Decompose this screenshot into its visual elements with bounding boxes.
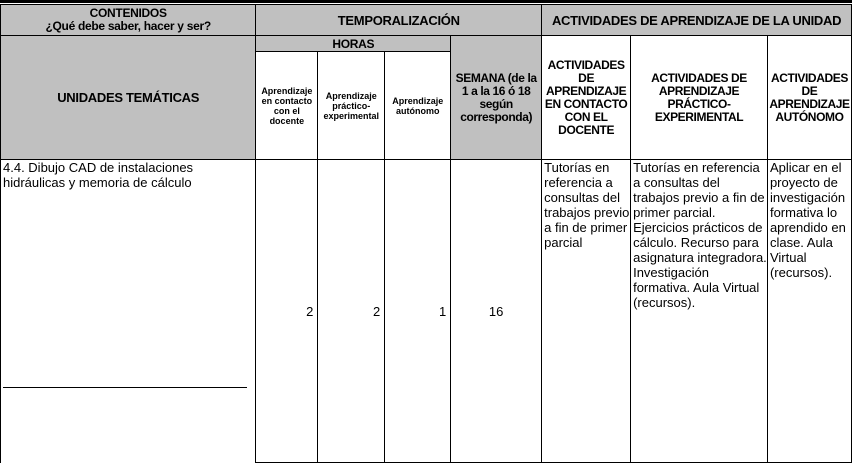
horas-autonomo-value: 1	[385, 160, 451, 463]
horas-autonomo-header: Aprendizaje autónomo	[385, 52, 451, 160]
top-rule	[0, 0, 852, 3]
contenidos-header	[1, 5, 256, 36]
temporalizacion-header: TEMPORALIZACIÓN	[256, 5, 542, 36]
act-autonomo-header: ACTIVIDADES DE APRENDIZAJE AUTÓNOMO	[767, 36, 851, 160]
act-practico-header: ACTIVIDADES DE APRENDIZAJE PRÁCTICO-EXPERIMENTAL	[631, 36, 768, 160]
unidad-tematica-cell	[1, 160, 256, 463]
unidad-tematica-text: 4.4. Dibujo CAD de instalaciones hidráulicas y memoria de cálculo	[3, 160, 194, 190]
act-autonomo-value: Aplicar en el proyecto de investigación formativa lo aprendido en clase. Aula Virtual (recursos).	[767, 160, 851, 463]
contenidos-title: CONTENIDOS	[89, 6, 167, 20]
act-practico-value: Tutorías en referencia a consultas del trabajos previo a fin de primer parcial. Ejercicios prácticos de cálculo. Recurso para asignatura integradora. Investigación formativa. Aula Virtual (recursos).	[631, 160, 768, 463]
act-contacto-header: ACTIVIDADES DE APRENDIZAJE EN CONTACTO CON EL DOCENTE	[542, 36, 631, 160]
horas-practico-value: 2	[318, 160, 385, 463]
horas-header: HORAS	[256, 36, 451, 52]
unidad-divider	[3, 387, 247, 388]
planning-table	[0, 4, 852, 463]
unidades-tematicas-header: UNIDADES TEMÁTICAS	[1, 36, 256, 160]
act-contacto-value: Tutorías en referencia a consultas del trabajos previo a fin de primer parcial	[542, 160, 631, 463]
horas-contacto-value: 2	[256, 160, 318, 463]
horas-practico-header: Aprendizaje práctico-experimental	[318, 52, 385, 160]
semana-value: 16	[451, 160, 542, 463]
horas-contacto-header: Aprendizaje en contacto con el docente	[256, 52, 318, 160]
semana-header: SEMANA (de la 1 a la 16 ó 18 según corresponda)	[451, 36, 542, 160]
contenidos-subtitle: ¿Qué debe saber, hacer y ser?	[45, 19, 211, 33]
actividades-header: ACTIVIDADES DE APRENDIZAJE DE LA UNIDAD	[542, 5, 852, 36]
